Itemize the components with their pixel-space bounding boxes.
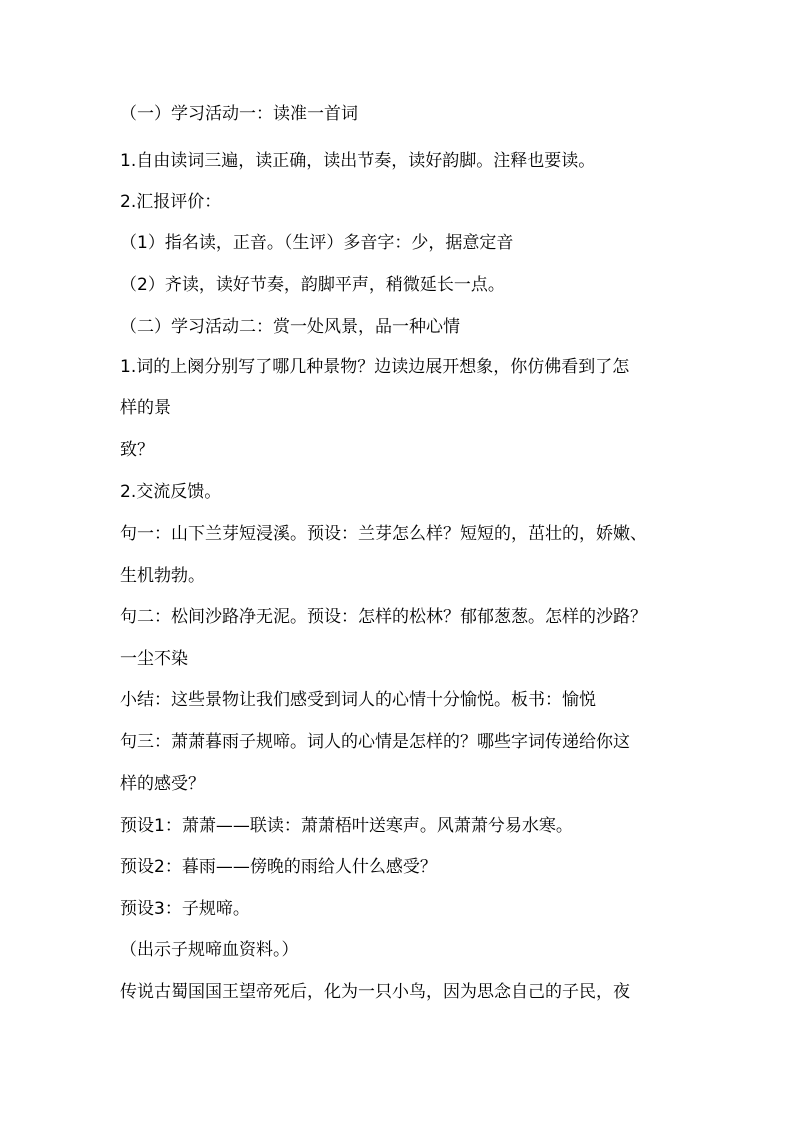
paragraph-line: 生机勃勃。	[120, 566, 205, 586]
paragraph-line: 2.汇报评价：	[120, 192, 222, 212]
paragraph-line: （2）齐读，读好节奏，韵脚平声，稍微延长一点。	[120, 275, 505, 295]
paragraph-line: 传说古蜀国国王望帝死后，化为一只小鸟，因为思念自己的子民，夜	[120, 982, 630, 1002]
paragraph-line: 句一：山下兰芽短浸溪。预设：兰芽怎么样？短短的，茁壮的，娇嫩、	[120, 524, 647, 544]
section-heading-1: （一）学习活动一：读准一首词	[120, 104, 358, 124]
paragraph-line: 句二：松间沙路净无泥。预设：怎样的松林？郁郁葱葱。怎样的沙路？	[120, 607, 647, 627]
paragraph-line: 样的景	[120, 398, 171, 418]
paragraph-line: 致？	[120, 440, 154, 460]
paragraph-line: 1.自由读词三遍，读正确，读出节奏，读好韵脚。注释也要读。	[120, 151, 596, 171]
section-heading-2: （二）学习活动二：赏一处风景，品一种心情	[120, 317, 460, 337]
paragraph-line: 句三：萧萧暮雨子规啼。词人的心情是怎样的？哪些字词传递给你这	[120, 732, 630, 752]
paragraph-line: 样的感受？	[120, 774, 205, 794]
paragraph-line: 一尘不染	[120, 649, 188, 669]
paragraph-line: 预设3：子规啼。	[120, 899, 250, 919]
paragraph-line: （1）指名读，正音。（生评）多音字：少，据意定音	[120, 233, 514, 253]
paragraph-line: （出示子规啼血资料。）	[120, 940, 299, 960]
paragraph-line: 2.交流反馈。	[120, 482, 222, 502]
paragraph-line: 小结：这些景物让我们感受到词人的心情十分愉悦。板书：愉悦	[120, 690, 596, 710]
paragraph-line: 预设2：暮雨——傍晚的雨给人什么感受？	[120, 857, 437, 877]
paragraph-line: 1.词的上阕分别写了哪几种景物？边读边展开想象，你仿佛看到了怎	[120, 357, 630, 377]
paragraph-line: 预设1：萧萧——联读：萧萧梧叶送寒声。风萧萧兮易水寒。	[120, 816, 573, 836]
